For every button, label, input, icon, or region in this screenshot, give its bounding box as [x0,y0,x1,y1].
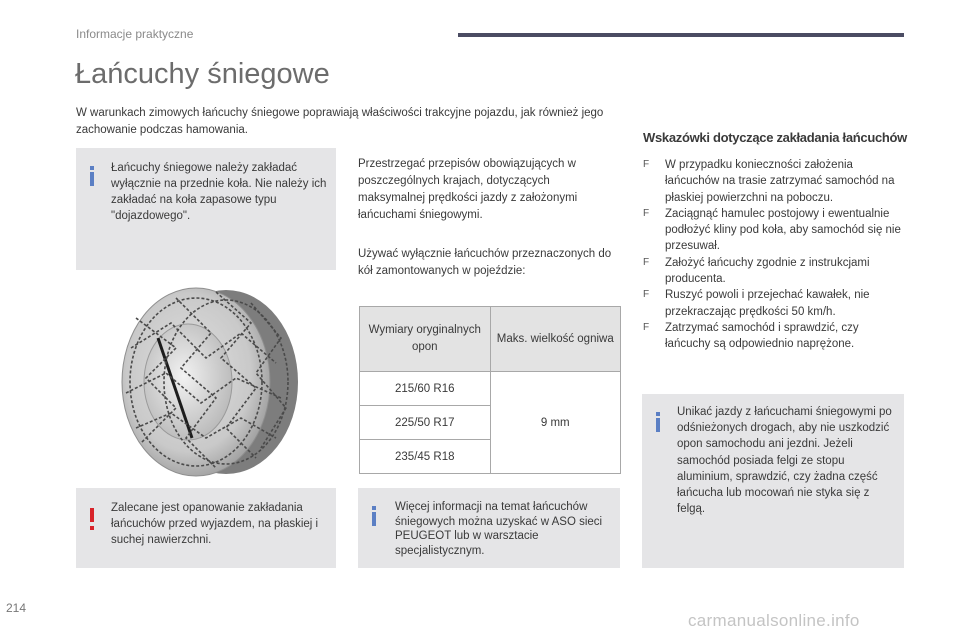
step-text: Zatrzymać samochód i sprawdzić, czy łańcuchy są odpowiednio naprężone. [665,321,859,351]
info-icon [90,172,94,186]
speed-regulations-text: Przestrzegać przepisów obowiązujących w poszczególnych krajach, dotyczących maksymalnej prędkości jazdy z założonymi łańcuchami śniegowymi. [358,158,578,221]
section-label: Informacje praktyczne [76,27,194,41]
info-box-avoid-cleared-roads [642,394,904,568]
info-icon [372,512,376,526]
table-cell-max-link: 9 mm [490,372,621,474]
bullet-icon: F [643,289,650,301]
list-item [643,287,905,320]
intro-text: W warunkach zimowych łańcuchy śniegowe poprawiają właściwości trakcyjne pojazdu, jak również jego zachowanie podczas hamowania. [76,107,604,136]
warning-box-practice [76,488,336,568]
list-item [643,206,905,255]
info-box-more-information [358,488,620,568]
list-item [643,320,905,353]
installation-steps-list [643,157,905,353]
tire-size-table [359,306,621,474]
table-cell-size: 235/45 R18 [360,440,491,474]
watermark: carmanualsonline.info [688,611,860,630]
warning-box-text: Zalecane jest opanowanie zakładania łańcuchów przed wyjazdem, na płaskiej i suchej nawierzchni. [111,502,319,546]
info-box-text: Unikać jazdy z łańcuchami śniegowymi po odśnieżonych drogach, aby nie uszkodzić opon samochodu ani jezdni. Jeżeli samochód posiada felgi ze stopu aluminium, sprawdzić, czy żadna część łańcucha lub mocowań nie styka się z felgą. [677,406,892,516]
bullet-icon: F [643,321,650,333]
bullet-icon: F [643,256,650,268]
chains-usage-text: Używać wyłącznie łańcuchów przeznaczonych do kół zamontowanych w pojeździe: [358,248,612,277]
step-text: Założyć łańcuchy zgodnie z instrukcjami producenta. [665,256,870,286]
warning-icon-dot [90,526,94,530]
table-cell-size: 225/50 R17 [360,406,491,440]
list-item [643,255,905,288]
table-header-max-link: Maks. wielkość ogniwa [490,307,621,372]
bullet-icon: F [643,207,650,219]
bullet-icon: F [643,159,650,170]
tire-with-snow-chains-illustration [76,278,334,486]
table-cell-size: 215/60 R16 [360,372,491,406]
page-number: 214 [6,601,27,615]
table-row [360,372,621,406]
installation-tips-heading: Wskazówki dotyczące zakładania łańcuchów [643,130,907,145]
list-item [643,157,905,206]
step-text: Zaciągnąć hamulec postojowy i ewentualnie podłożyć kliny pod koła, aby samochód się nie przesuwał. [665,207,901,253]
table-header-tire-size: Wymiary oryginalnych opon [360,307,491,372]
warning-icon [90,508,94,522]
step-text: W przypadku konieczności założenia łańcuchów na trasie zatrzymać samochód na płaskiej powierzchni na poboczu. [665,159,895,204]
info-icon [656,418,660,432]
info-box-front-wheels [76,148,336,270]
table-header-row [360,307,621,372]
header-bar [458,33,904,37]
step-text: Ruszyć powoli i przejechać kawałek, nie przekraczając prędkości 50 km/h. [665,289,870,318]
info-box-text: Łańcuchy śniegowe należy zakładać wyłącznie na przednie koła. Nie należy ich zakładać na koła zapasowe typu "dojazdowego". [111,162,327,222]
page-title: Łańcuchy śniegowe [75,58,330,90]
info-box-text: Więcej informacji na temat łańcuchów śniegowych można uzyskać w ASO sieci PEUGEOT lub w warsztacie specjalistycznym. [395,501,603,557]
